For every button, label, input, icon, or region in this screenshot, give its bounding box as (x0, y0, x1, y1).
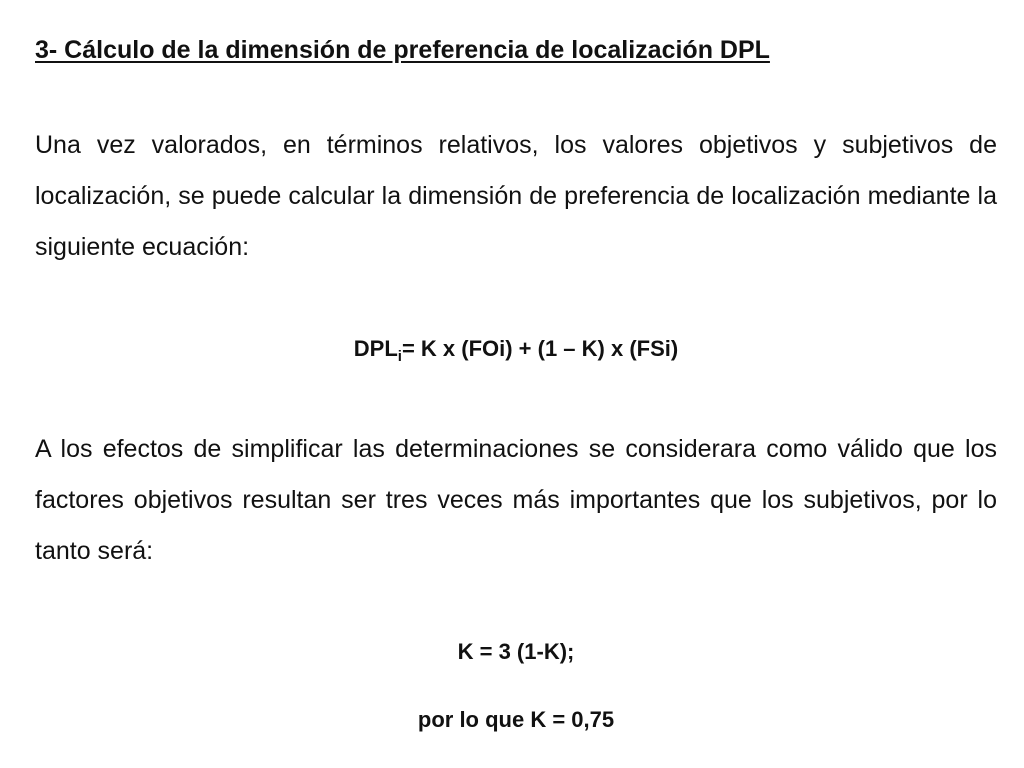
dpl-equation-rhs: = K x (FOi) + (1 – K) x (FSi) (401, 336, 679, 361)
dpl-equation-lhs: DPL (353, 336, 398, 361)
k-equation: K = 3 (1-K); (457, 639, 575, 664)
dpl-equation (35, 336, 997, 365)
document-slide (35, 0, 997, 768)
k-result: por lo que K = 0,75 (417, 707, 615, 732)
slide-title: 3- Cálculo de la dimensión de preferencia de localización DPL (35, 36, 770, 64)
simplification-paragraph: A los efectos de simplificar las determinaciones se considerara como válido que los factores objetivos resultan ser tres veces más importantes que los subjetivos, por lo tanto será: (35, 435, 997, 565)
dpl-equation-subscript: i (397, 348, 402, 365)
intro-paragraph: Una vez valorados, en términos relativos, los valores objetivos y subjetivos de localización, se puede calcular la dimensión de preferencia de localización mediante la siguiente ecuación: (35, 131, 997, 261)
